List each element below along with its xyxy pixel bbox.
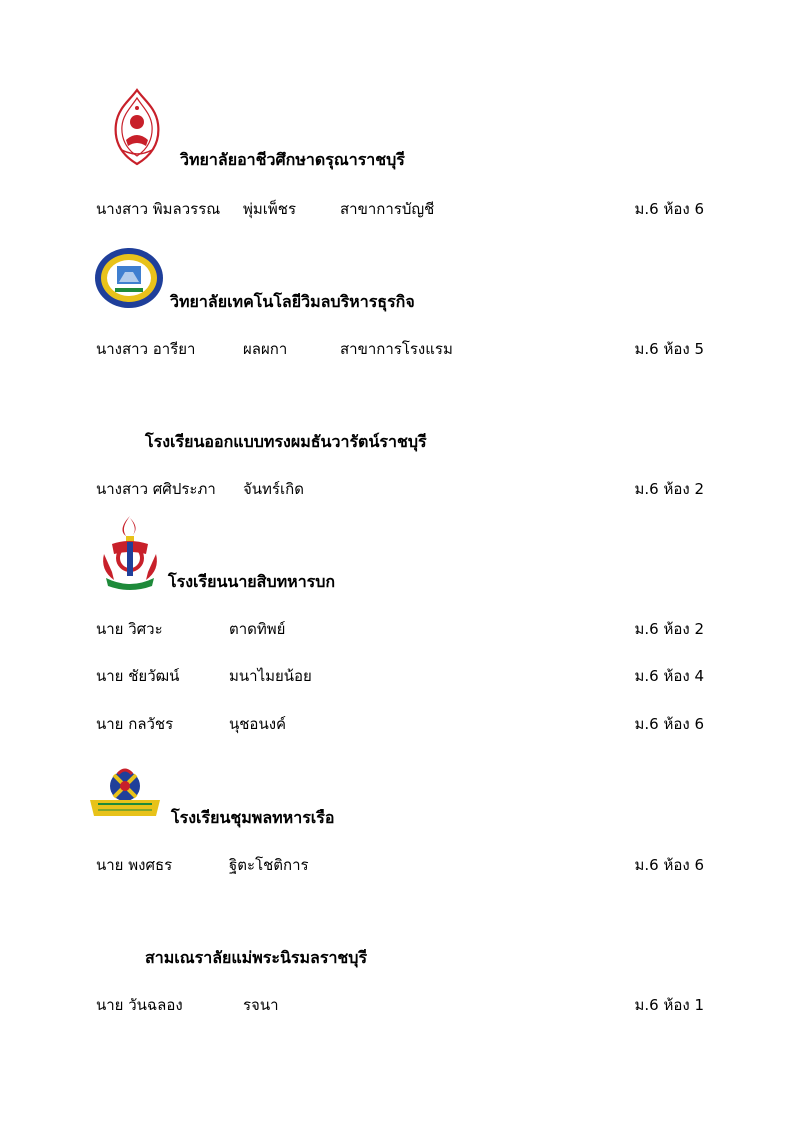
student-name: นาย พงศธร [96,856,173,874]
student-name: นาย วันฉลอง [96,996,183,1014]
student-surname: จันทร์เกิด [243,480,304,498]
student-class: ม.6 ห้อง 1 [634,996,704,1014]
student-surname: มนาไมยน้อย [229,667,312,685]
student-name: นางสาว อารียา [96,340,196,358]
student-surname: พุ่มเพ็ชร [243,200,297,218]
army-nco-school-logo-icon [98,514,162,598]
school-title: สามเณราลัยแม่พระนิรมลราชบุรี [145,948,368,967]
student-name: นาย ชัยวัฒน์ [96,667,180,685]
student-class: ม.6 ห้อง 4 [634,667,704,685]
student-surname: ตาดทิพย์ [229,620,286,638]
student-major: สาขาการบัญชี [340,200,435,218]
student-class: ม.6 ห้อง 6 [634,200,704,218]
student-name: นางสาว ศศิประภา [96,480,216,498]
student-surname: รจนา [243,996,279,1014]
student-name: นางสาว พิมลวรรณ [96,200,221,218]
student-surname: ฐิตะโชติการ [229,856,309,874]
student-class: ม.6 ห้อง 2 [634,480,704,498]
student-class: ม.6 ห้อง 6 [634,856,704,874]
student-class: ม.6 ห้อง 2 [634,620,704,638]
navy-school-logo-icon [88,766,162,826]
wimol-college-logo-icon [93,246,165,314]
student-surname: นุชอนงค์ [229,715,287,733]
school-title: โรงเรียนชุมพลทหารเรือ [171,808,335,827]
darunarajaburi-logo-icon [108,88,166,172]
school-title: โรงเรียนออกแบบทรงผมธันวารัตน์ราชบุรี [145,432,427,451]
school-title: วิทยาลัยเทคโนโลยีวิมลบริหารธุรกิจ [170,292,415,311]
student-class: ม.6 ห้อง 5 [634,340,704,358]
student-name: นาย วิศวะ [96,620,163,638]
school-title: วิทยาลัยอาชีวศึกษาดรุณาราชบุรี [180,150,405,169]
student-major: สาขาการโรงแรม [340,340,453,358]
student-name: นาย กลวัชร [96,715,174,733]
student-class: ม.6 ห้อง 6 [634,715,704,733]
student-surname: ผลผกา [243,340,288,358]
school-title: โรงเรียนนายสิบทหารบก [168,572,336,591]
